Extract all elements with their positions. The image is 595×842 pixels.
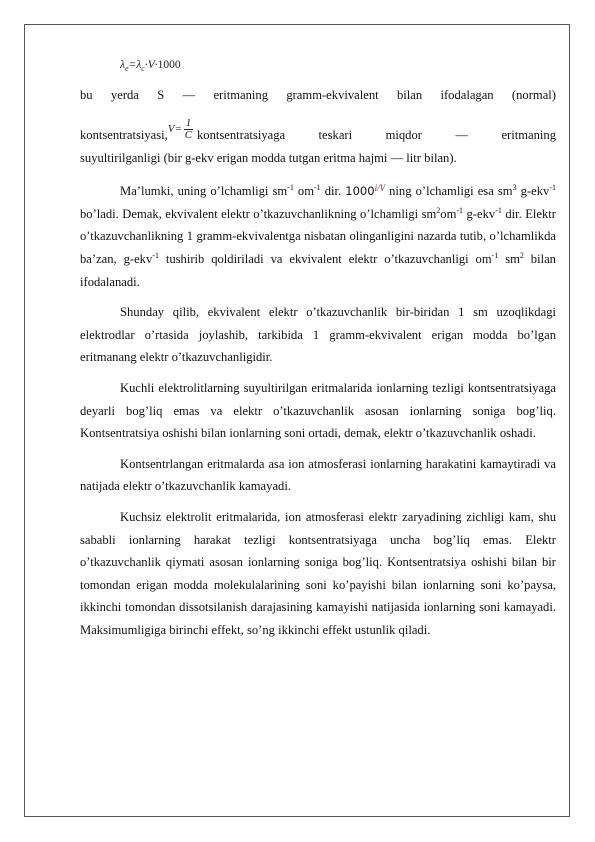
subscript-e: e [124,64,129,73]
lambda-symbol: λ [120,59,125,71]
paragraph-5: Kontsentrlangan eritmalarda asa ion atmosferasi ionlarning harakatini kamaytiradi va natijada elektr o’tkazuvchanlik kamayadi. [80,456,556,494]
equals-sign: = [128,59,137,71]
fraction-denominator: C [184,128,193,141]
dot-operator-2: · [154,59,158,71]
lambda-symbol-2: λ [136,59,142,71]
formula-V: V [167,122,175,135]
inline-number-1000: 1000 [345,184,375,199]
paragraph-1-line-3: suyultirilganligi (bir g-ekv erigan modda tutgan eritma hajmi — litr bilan). [80,150,457,165]
document-body [80,52,556,641]
inline-fraction: i/V [374,183,386,194]
paragraph-1-left: kontsentratsiyasi, [80,128,168,142]
paragraph-1-right: kontsentratsiyaga teskari miqdor — eritmaning [196,128,556,142]
subscript-c: c [141,64,145,73]
paragraph-6: Kuchsiz elektrolit eritmalarida, ion atmosferasi elektr zaryadining zichligi kam, shu sababli ionlarning harakat tezligi kontsentratsiyaga uncha bog’liq emas. Elektr o’tkazuvchanlik qiymati asosan ionlarning soniga bog’liq. Kontsentratsiya oshishi bilan bir tomondan erigan modda molekulalarining soni ko’payishi bilan ionlarning soni ko’paysa, ikkinchi tomondan dissotsilanish darajasining kamayishi natijasida ionlarning soni kamayadi. Maksimumligiga birinchi effekt, so’ng ikkinchi effekt ustunlik qiladi. [80,509,556,637]
paragraph-1-line-2 [80,107,556,147]
fraction-1-over-c [184,118,193,141]
paragraph-3: Shunday qilib, ekvivalent elektr o’tkazuvchanlik bir-biridan 1 sm uzoqlikdagi elektrodlar o’rtasida joylashib, tarkibida 1 gramm-ekvivalent erigan modda bo’lgan eritmanang elektr o’tkazuvchanligidir. [80,305,556,365]
paragraph-2: Ma’lumki, uning o’lchamligi $sm^{-1}$ $om^{-1}$ dir. $1000^{i/V}$ ning o’lchamligi esa $sm^3$ g-ekv$^{-1}$ bo’ladi. Demak, ekvivalent elektr o’tkazuvchanlikning o’lchamligi $sm^2om^{-1}$ g-ekv$^{-1}$ dir. Elektr o’tkazuvchanlikning 1 gramm-ekvivalentga nisbatan olinganligini nazarda tutib, o’lchamlikda ba’zan, g-ekv$^{-1}$ tushirib qoldiriladi va ekvivalent elektr o’tkazuvchanligi $om^{-1}$ $sm^2$ bilan ifodalanadi. [80,183,556,289]
dot-operator: · [144,59,148,71]
volume-symbol: V [147,59,155,71]
formula-value: 1000 [157,59,181,71]
formula-equivalent-conductivity [80,52,556,78]
paragraph-4: Kuchli elektrolitlarning suyultirilgan eritmalarida ionlarning tezligi kontsentratsiyaga deyarli bog’liq emas va elektr o’tkazuvchanlik asosan ionlarning soniga bog’liq. Kontsentratsiya oshishi bilan ionlarning soni ortadi, demak, elektr o’tkazuvchanlik oshadi. [80,380,556,441]
formula-dilution [168,118,193,141]
formula-eq: = [174,122,182,135]
paragraph-1-line-1: bu yerda S — eritmaning gramm-ekvivalent bilan ifodalagan (normal) [80,88,556,102]
fraction-numerator: 1 [185,116,192,129]
